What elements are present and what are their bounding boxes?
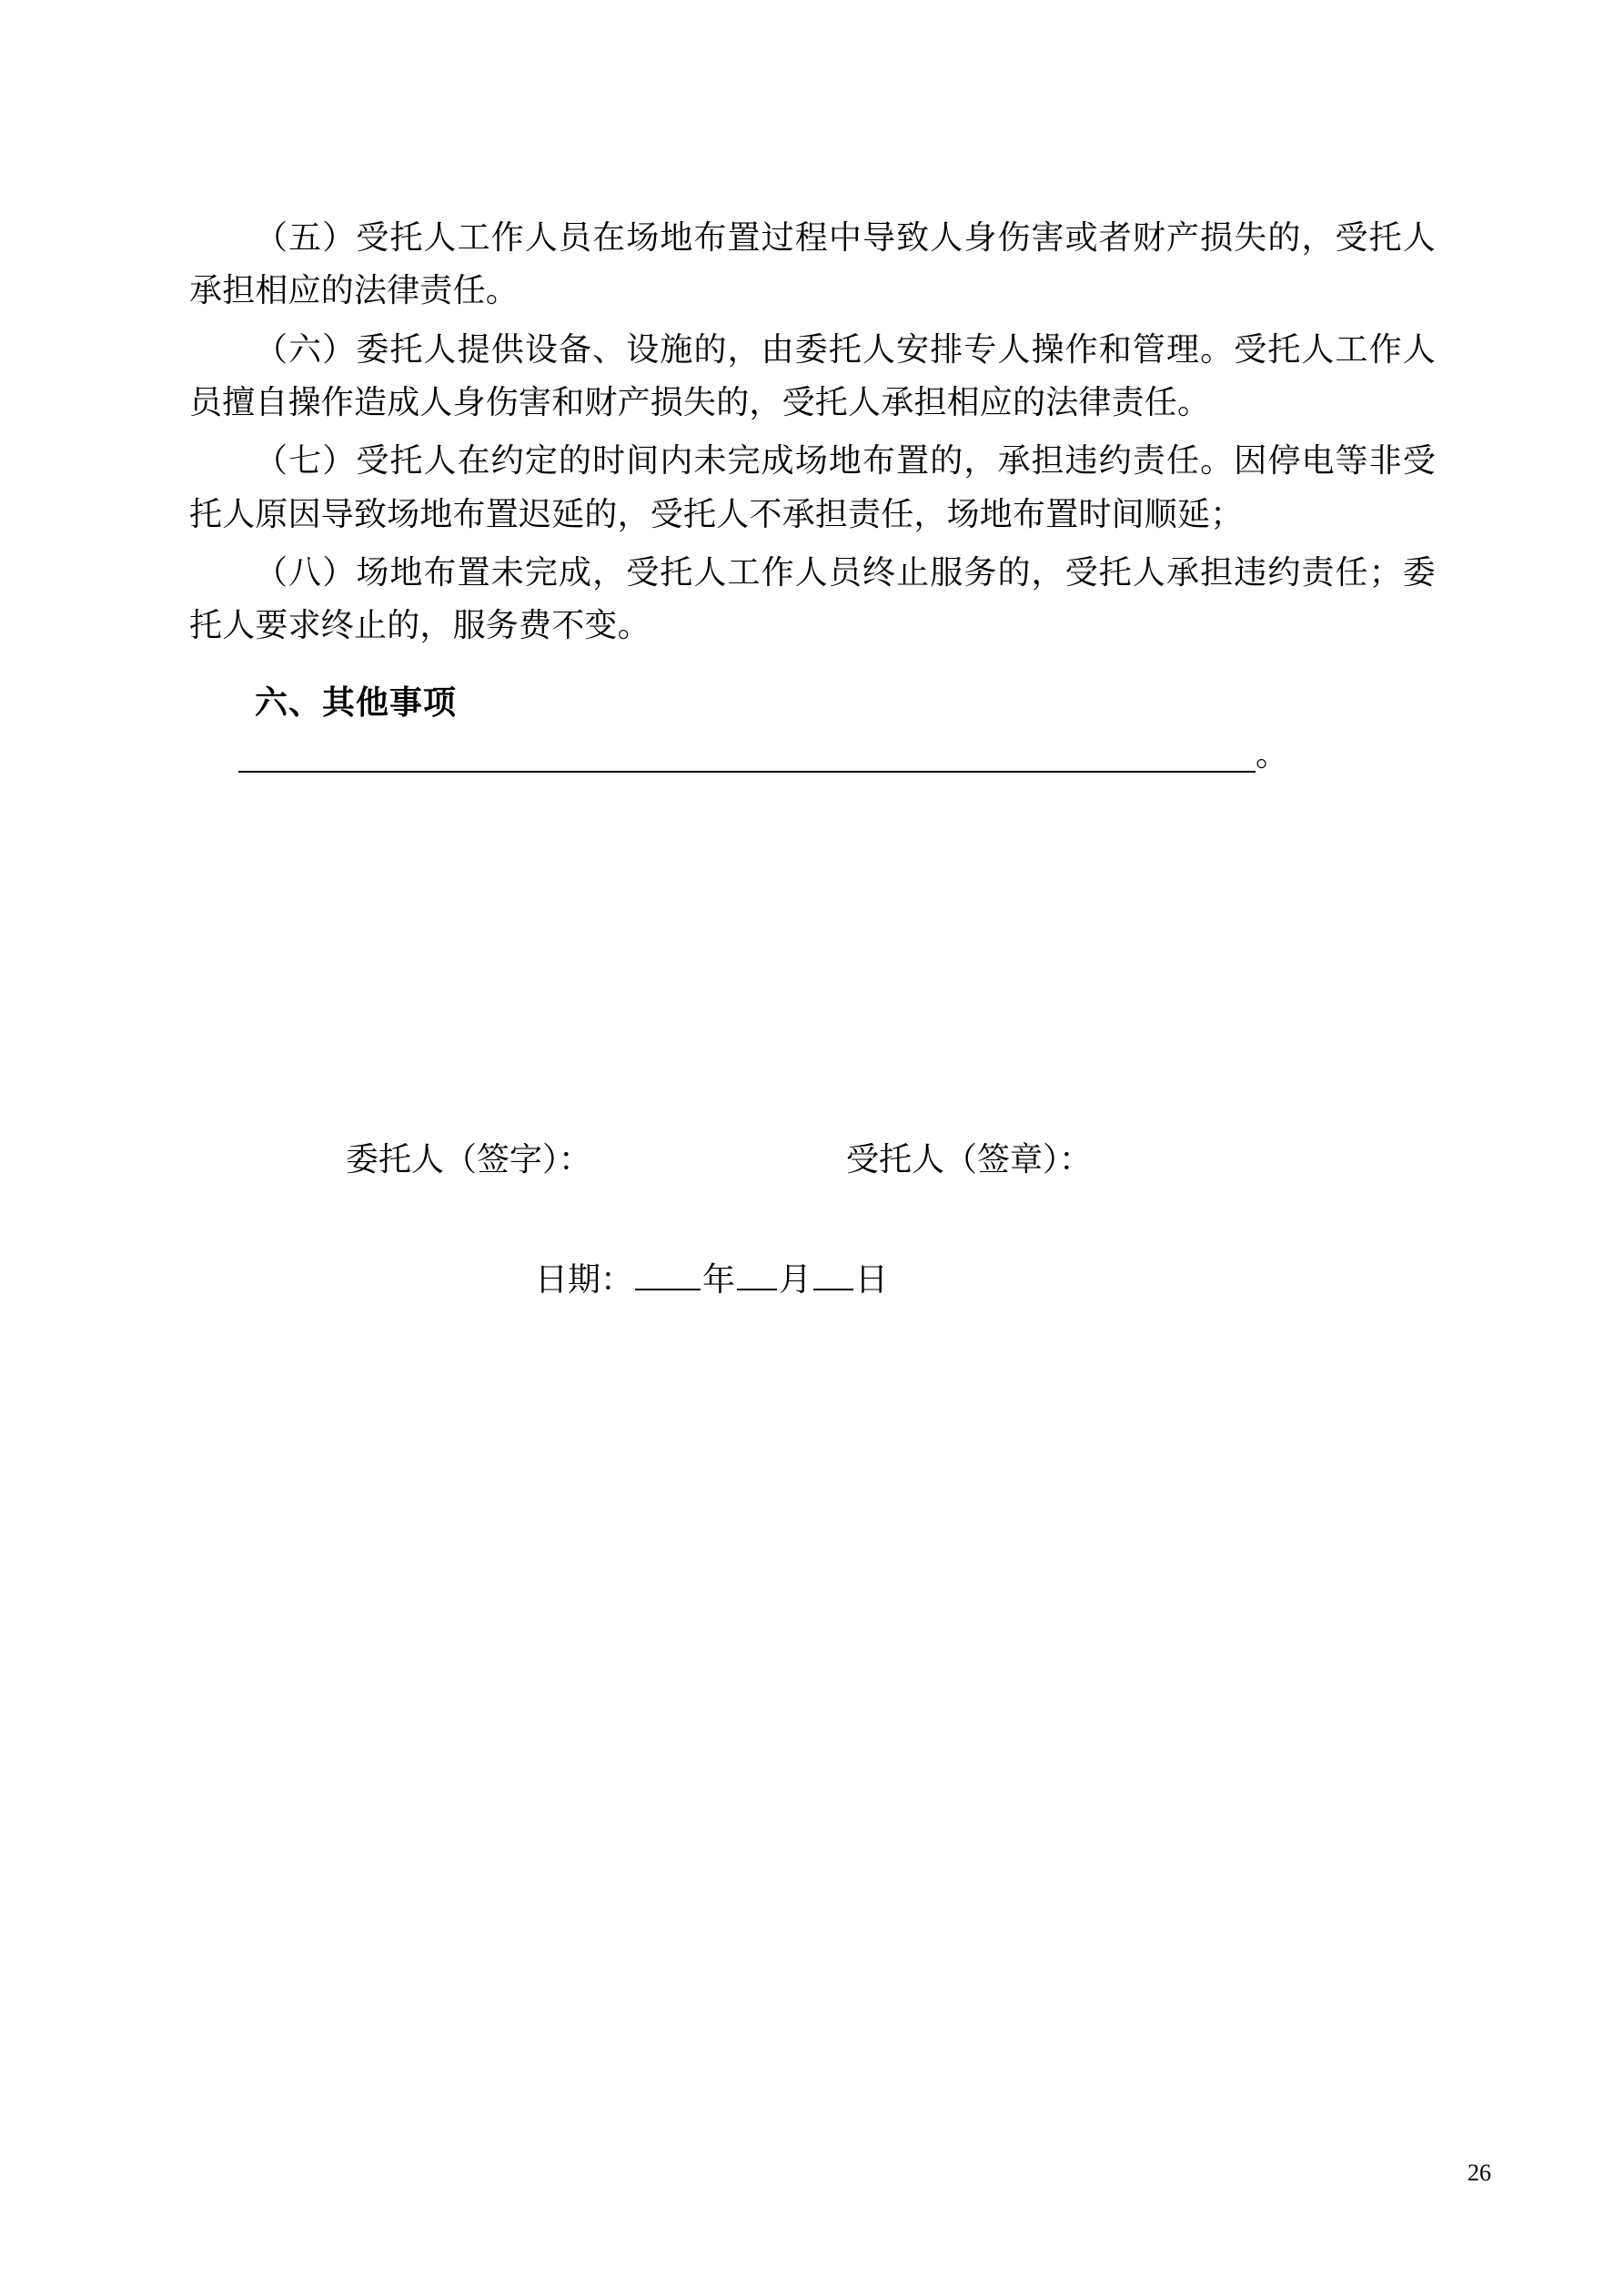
client-signature-label: 委托人（签字）： bbox=[346, 1141, 592, 1178]
paragraph-six: （六）委托人提供设备、设施的，由委托人安排专人操作和管理。受托人工作人员擅自操作造成人身伤害和财产损失的，受托人承担相应的法律责任。 bbox=[189, 330, 1436, 420]
paragraph-eight: （八）场地布置未完成，受托人工作人员终止服务的，受托人承担违约责任；委托人要求终止的，服务费不变。 bbox=[189, 553, 1436, 644]
other-matters-blank-line bbox=[189, 735, 1436, 773]
date-label: 日期： bbox=[535, 1261, 634, 1298]
page-number: 26 bbox=[1468, 2159, 1491, 2186]
date-line bbox=[535, 1253, 888, 1306]
date-year-blank[interactable] bbox=[635, 1258, 701, 1290]
date-day-unit: 日 bbox=[855, 1261, 889, 1298]
date-year-unit: 年 bbox=[702, 1261, 736, 1298]
fill-in-rule[interactable] bbox=[238, 743, 1256, 773]
paragraph-five: （五）受托人工作人员在场地布置过程中导致人身伤害或者财产损失的，受托人承担相应的法律责任。 bbox=[189, 219, 1436, 309]
paragraph-seven: （七）受托人在约定的时间内未完成场地布置的，承担违约责任。因停电等非受托人原因导致场地布置迟延的，受托人不承担责任，场地布置时间顺延； bbox=[189, 442, 1436, 532]
trustee-signature-label: 受托人（签章）： bbox=[846, 1141, 1093, 1178]
date-month-unit: 月 bbox=[779, 1261, 812, 1298]
date-month-blank[interactable] bbox=[737, 1258, 777, 1290]
blank-line-period: 。 bbox=[1256, 735, 1289, 773]
document-body bbox=[189, 211, 1436, 773]
date-day-blank[interactable] bbox=[813, 1258, 853, 1290]
section-heading-other-matters: 六、其他事项 bbox=[255, 683, 458, 721]
